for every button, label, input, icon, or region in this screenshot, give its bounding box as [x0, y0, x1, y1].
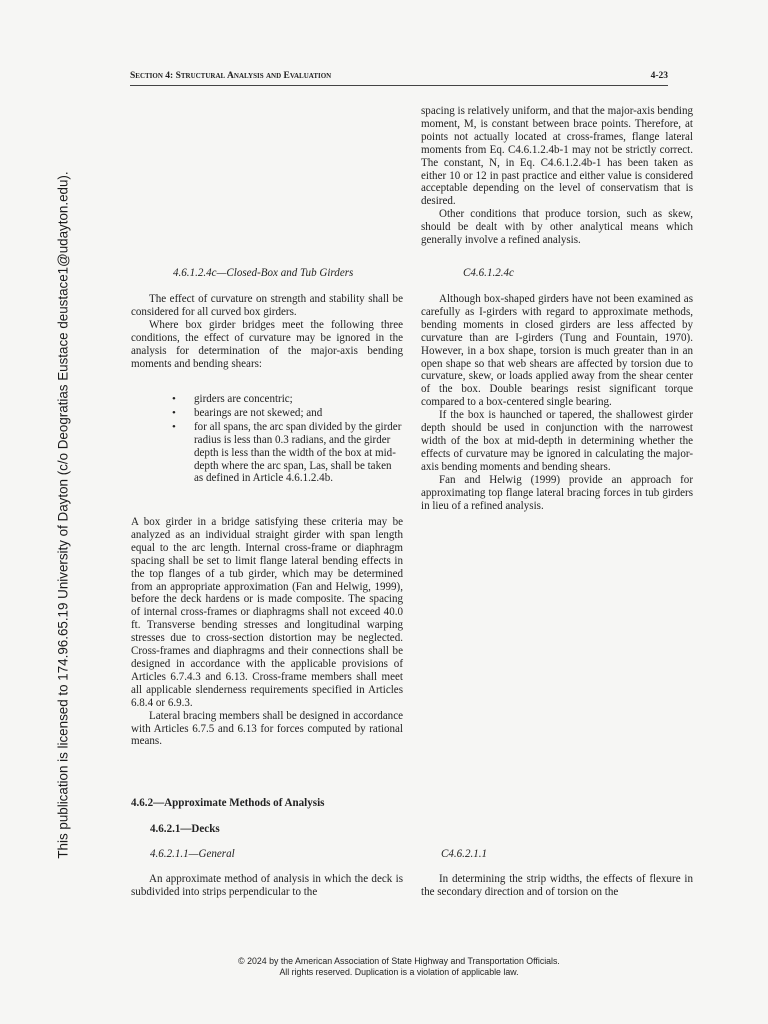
subsub-heading: 4.6.2.1.1—General: [150, 848, 235, 860]
left-body-top: [131, 293, 403, 370]
commentary-paragraph-1: Although box-shaped girders have not been examined as carefully as I-girders with regard to approximate methods, bending moments in closed girders are less affected by curvature than are I-girders (Tung and Fountain, 1970). However, in a box shape, torsion is much greater than in an open shape so that web shears are affected by torsion due to curvature, skew, or loads applied away from the shear center of the box. Double bearings resist significant torque compared to a box-centered single bearing.: [421, 293, 693, 409]
license-sidebar: [48, 165, 78, 865]
right-bottom-paragraph: [421, 873, 693, 899]
right-top-block: [421, 105, 693, 247]
list-item: • girders are concentric;: [168, 393, 403, 406]
continuation-paragraph: spacing is relatively uniform, and that the major-axis bending moment, M, is constant between brace points. Therefore, at points not actually located at cross-frames, flange lateral moments from Eq. C4.6.1.2.4b-1 may not be strictly correct. The constant, N, in Eq. C4.6.1.2.4b-1 has been taken as either 10 or 12 in past practice and either value is considered acceptable depending on the level of conservatism that is desired.: [421, 105, 693, 208]
lateral-bracing-paragraph: Lateral bracing members shall be designed in accordance with Articles 6.7.5 and 6.13 for forces computed by rational means.: [131, 709, 403, 748]
curvature-paragraph: The effect of curvature on strength and stability shall be considered for all curved box girders.: [131, 293, 403, 318]
page-footer: [130, 956, 668, 978]
subsection-heading: 4.6.2.1—Decks: [150, 823, 220, 835]
approximate-method-paragraph: An approximate method of analysis in which the deck is subdivided into strips perpendicular to the: [131, 873, 403, 898]
list-item: • for all spans, the arc span divided by the girder radius is less than 0.3 radians, and the girder depth is less than the width of the box at mid-depth where the arc span, Las, shall be taken as defined in Article 4.6.1.2.4b.: [168, 421, 403, 486]
torsion-paragraph: Other conditions that produce torsion, such as skew, should be dealt with by other analytical means which generally involve a refined analysis.: [421, 208, 693, 247]
commentary-paragraph-2: If the box is haunched or tapered, the shallowest girder depth should be used in conjunction with the narrowest width of the box at mid-depth in determining whether the effects of curvature may be ignored in calculating the major-axis bending moments and bending shears.: [421, 409, 693, 473]
list-item: • bearings are not skewed; and: [168, 407, 403, 420]
rights-line: All rights reserved. Duplication is a violation of applicable law.: [279, 967, 519, 977]
running-header: [130, 71, 668, 86]
strip-widths-paragraph: In determining the strip widths, the effects of flexure in the secondary direction and of torsion on the: [421, 873, 693, 898]
license-text: This publication is licensed to 174.96.65.19 University of Dayton (c/o Deogratias Eustace deustace1@udayton.edu).: [55, 171, 71, 859]
commentary-heading: C4.6.1.2.4c: [463, 267, 514, 279]
left-bottom-paragraph: [131, 873, 403, 899]
page-number: 4-23: [650, 71, 668, 81]
article-heading: 4.6.1.2.4c—Closed-Box and Tub Girders: [173, 267, 354, 279]
copyright-line: © 2024 by the American Association of State Highway and Transportation Officials.: [238, 956, 560, 966]
conditions-list-wrap: [168, 393, 403, 486]
left-body-bottom: [131, 516, 403, 748]
conditions-list: [168, 393, 403, 485]
commentary-paragraph-3: Fan and Helwig (1999) provide an approach for approximating top flange lateral bracing forces in tub girders in lieu of a refined analysis.: [421, 473, 693, 512]
commentary-heading-2: C4.6.2.1.1: [441, 848, 488, 860]
right-body: [421, 293, 693, 512]
conditions-paragraph: Where box girder bridges meet the following three conditions, the effect of curvature may be ignored in the analysis for determination of the major-axis bending moments and bending shears:: [131, 318, 403, 370]
box-girder-paragraph: A box girder in a bridge satisfying these criteria may be analyzed as an individual straight girder with span length equal to the arc length. Internal cross-frame or diaphragm spacing shall be set to limit flange lateral bending effects in the top flanges of a tub girder, which may be determined from an appropriate approximation (Fan and Helwig, 1999), before the deck hardens or is made composite. The spacing of internal cross-frames or diaphragms shall not exceed 40.0 ft. Transverse bending stresses and longitudinal warping stresses due to cross-section distortion may be neglected. Cross-frames and diaphragms and their connections shall be designed in accordance with the applicable provisions of Articles 6.7.4.3 and 6.13. Cross-frame members shall meet all applicable slenderness requirements specified in Articles 6.8.4 or 6.9.3.: [131, 516, 403, 709]
section-title: Section 4: Structural Analysis and Evaluation: [130, 71, 332, 81]
section-heading: 4.6.2—Approximate Methods of Analysis: [131, 797, 325, 809]
